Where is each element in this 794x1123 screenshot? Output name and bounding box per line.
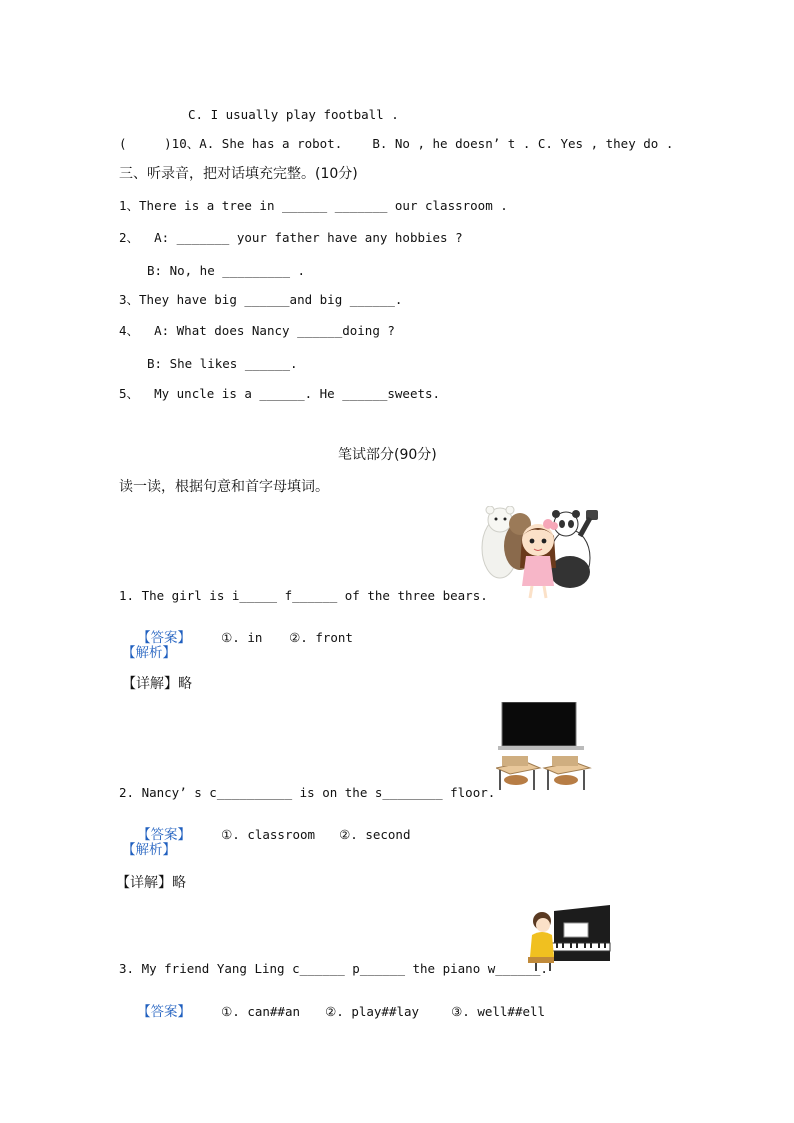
analysis-label: 【解析】	[122, 645, 176, 661]
listening-sentence-5: 5、 My uncle is a ______. He ______sweets.	[119, 386, 441, 401]
answer-value: ③. well##ell	[451, 1004, 546, 1019]
answer-row-2	[122, 811, 410, 843]
answer-label: 【答案】	[137, 1004, 192, 1020]
classroom-image	[496, 702, 594, 796]
section-3-title: 三、听录音，把对话填充完整。(10分)	[119, 166, 358, 182]
detail-label: 【详解】略	[116, 875, 186, 891]
answer-row-1	[122, 614, 353, 646]
answer-value: ①. classroom	[221, 827, 316, 842]
analysis-label: 【解析】	[122, 842, 176, 858]
answer-value: ①. in	[221, 630, 263, 645]
answer-value: ②. front	[289, 630, 353, 645]
listening-sentence-1: 1、There is a tree in ______ _______ our classroom .	[119, 198, 508, 213]
answer-label: 【答案】	[137, 630, 192, 646]
question-10: ( )10、A. She has a robot. B. No , he doesn’ t . C. Yes , they do .	[119, 136, 674, 151]
listening-sentence-3: 3、They have big ______and big ______.	[119, 292, 403, 307]
answer-value: ②. second	[339, 827, 411, 842]
listening-sentence-2b: B: No, he _________ .	[147, 263, 306, 278]
listening-sentence-4a: 4、 A: What does Nancy ______doing ?	[119, 323, 395, 338]
detail-label: 【详解】略	[122, 676, 192, 692]
option-c-line: C. I usually play football .	[188, 107, 399, 122]
question-3: 3. My friend Yang Ling c______ p______ the piano w______.	[119, 961, 548, 976]
question-2: 2. Nancy’ s c__________ is on the s________ floor.	[119, 785, 496, 800]
question-1: 1. The girl is i_____ f______ of the three bears.	[119, 588, 488, 603]
answer-value: ①. can##an	[221, 1004, 300, 1019]
girl-and-bears-image	[478, 506, 604, 602]
written-section-title: 笔试部分(90分)	[338, 447, 437, 463]
listening-sentence-2a: 2、 A: _______ your father have any hobbies ?	[119, 230, 463, 245]
written-instruction: 读一读，根据句意和首字母填词。	[119, 479, 329, 495]
answer-row-3	[122, 988, 545, 1020]
answer-value: ②. play##lay	[325, 1004, 420, 1019]
answer-label: 【答案】	[137, 827, 192, 843]
listening-sentence-4b: B: She likes ______.	[147, 356, 298, 371]
